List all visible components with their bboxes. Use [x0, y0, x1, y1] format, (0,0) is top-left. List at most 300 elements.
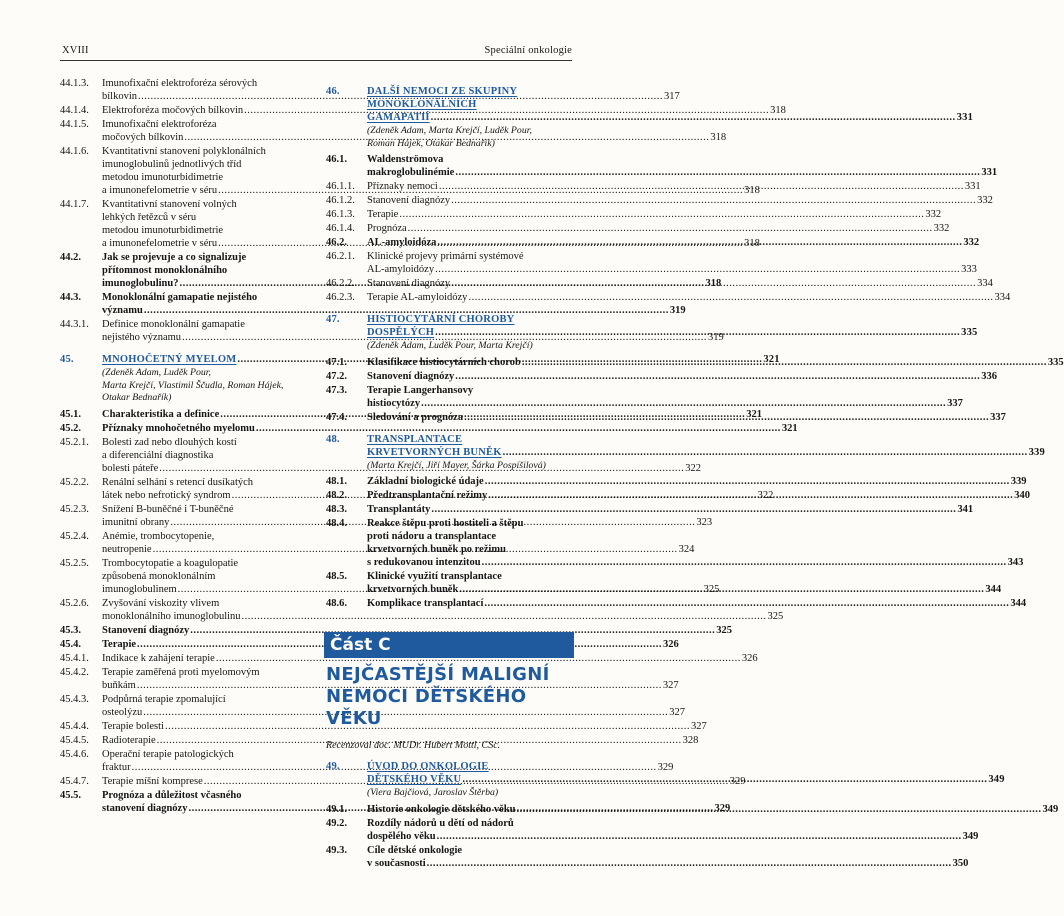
- toc-entry-number: 49.3.: [326, 844, 347, 856]
- toc-entry-last-line: [102, 610, 784, 623]
- header-rule: [60, 60, 572, 61]
- toc-entry: [326, 291, 1011, 304]
- toc-entry: [326, 503, 974, 516]
- toc-page-number: 340: [1014, 490, 1030, 501]
- part-title-line: NEMOCI DĚTSKÉHO VĚKU: [326, 686, 527, 729]
- running-header-title: Speciální onkologie: [484, 45, 572, 56]
- toc-entry-title-line: v současnosti: [367, 857, 426, 869]
- toc-entry-number: 45.2.6.: [60, 597, 89, 609]
- toc-entry-title-line: Zvyšování viskozity vlivem: [102, 597, 220, 609]
- toc-chapter-authors-line: (Zdeněk Adam, Marta Krejčí, Luděk Pour,: [367, 125, 532, 136]
- toc-entry-title-line: Příznaky mnohočetného myelomu: [102, 422, 255, 434]
- toc-entry-last-line: [367, 857, 969, 870]
- toc-entry-title-line: Základní biologické údaje: [367, 476, 484, 487]
- toc-entry-title-line: AL-amyloidóza: [367, 237, 437, 248]
- toc-entry-title-line: MONOKLONÁLNÍCH: [367, 99, 477, 110]
- toc-entry-title: [367, 597, 1027, 610]
- toc-chapter-authors: [326, 787, 572, 800]
- toc-leader-dots: [455, 166, 980, 179]
- toc-entry-title: [367, 291, 1011, 304]
- toc-leader-dots: [427, 857, 952, 870]
- toc-entry-number: 46.1.4.: [326, 223, 355, 234]
- toc-entry-number: 46.2.1.: [326, 251, 355, 262]
- toc-leader-dots: [408, 222, 933, 235]
- toc-entry-title-line: Reakce štěpu proti hostiteli a štěpu: [367, 518, 524, 529]
- toc-entry-last-line: [367, 446, 1045, 459]
- toc-page-number: 335: [961, 327, 978, 338]
- toc-entry-title-line: a diferenciální diagnostika: [102, 449, 214, 461]
- toc-entry-title-line: Příznaky nemoci: [367, 181, 438, 192]
- toc-entry-title-line: Historie onkologie dětského věku: [367, 803, 516, 815]
- toc-entry-title-line: Renální selhání s retencí dusíkatých: [102, 476, 254, 488]
- toc-entry-title-line: imunitní obrany: [102, 516, 170, 528]
- toc-page-number: 332: [977, 195, 993, 206]
- toc-entry-title-line: a imunonefelometrie v séru: [102, 238, 218, 249]
- toc-entry-title-line: fraktur: [102, 761, 131, 773]
- toc-page-number: 326: [663, 638, 679, 650]
- toc-page-number: 322: [685, 462, 702, 474]
- toc-entry-number: 45.4.2.: [60, 666, 89, 678]
- toc-page-number: 339: [1010, 476, 1027, 487]
- toc-entry-title-line: Trombocytopatie a koagulopatie: [102, 557, 239, 569]
- toc-leader-dots: [485, 475, 1010, 488]
- toc-entry-title-line: DOSPĚLÝCH: [367, 327, 435, 338]
- toc-page-number: 329: [729, 775, 746, 787]
- toc-entry-title-line: Imunofixační elektroforéza sérových: [102, 78, 258, 89]
- toc-entry-title-line: Bolesti zad nebo dlouhých kostí: [102, 436, 237, 448]
- toc-entry-title-line: bílkovin: [102, 91, 138, 102]
- toc-page-number: 325: [703, 583, 720, 595]
- toc-page-number: 332: [963, 237, 980, 248]
- toc-chapter-authors-line: (Zdeněk Adam, Luděk Pour,: [102, 367, 211, 378]
- toc-entry-title-line: MNOHOČETNÝ MYELOM: [102, 354, 237, 365]
- toc-leader-dots: [399, 208, 924, 221]
- toc-entry-title-line: Podpůrná terapie zpomalující: [102, 693, 226, 705]
- toc-entry-title: [367, 153, 998, 179]
- toc-entry-last-line: [102, 624, 732, 637]
- toc-entry-number: 45.4.6.: [60, 748, 89, 760]
- toc-entry-number: 48.5.: [326, 571, 347, 582]
- toc-entry-number: 46.: [326, 86, 340, 97]
- toc-entry-number: 45.2.1.: [60, 436, 89, 448]
- toc-leader-dots: [437, 830, 962, 843]
- toc-entry-title-line: Terapie Langerhansovy: [367, 384, 474, 396]
- toc-page-number: 335: [1047, 356, 1064, 368]
- toc-leader-dots: [462, 773, 987, 786]
- toc-page-number: 321: [746, 408, 762, 420]
- toc-entry-number: 44.1.5.: [60, 119, 89, 130]
- toc-entry-title-line: Terapie bolesti: [102, 720, 164, 732]
- toc-page-number: 318: [744, 238, 760, 249]
- toc-page-number: 336: [981, 370, 997, 382]
- toc-entry-number: 45.1.: [60, 408, 81, 420]
- toc-page-number: 329: [657, 761, 674, 773]
- toc-entry: [326, 370, 997, 383]
- toc-entry-number: 45.5.: [60, 789, 81, 801]
- toc-page-number: 327: [690, 720, 707, 732]
- toc-chapter-authors: [326, 340, 572, 353]
- toc-chapter-authors-line: Otakar Bednařík): [102, 392, 172, 403]
- toc-page-number: 323: [696, 516, 713, 528]
- toc-page-number: 332: [933, 223, 950, 234]
- toc-entry-title-line: Komplikace transplantací: [367, 598, 484, 609]
- toc-entry-title-line: Snížení B-buněčné i T-buněčné: [102, 503, 234, 515]
- toc-entry-number: 46.2.: [326, 237, 347, 248]
- toc-entry-title-line: lehkých řetězců v séru: [102, 212, 197, 223]
- toc-entry-last-line: [102, 720, 707, 733]
- toc-leader-dots: [435, 263, 960, 276]
- toc-entry-number: 48.3.: [326, 504, 347, 515]
- toc-entry-number: 44.3.: [60, 292, 81, 303]
- toc-entry-title-line: Imunofixační elektroforéza: [102, 119, 217, 130]
- toc-leader-dots: [459, 583, 984, 596]
- toc-entry-number: 44.1.4.: [60, 105, 89, 116]
- toc-entry-number: 45.4.3.: [60, 693, 89, 705]
- toc-entry-title: [367, 475, 1027, 488]
- toc-entry-number: 46.2.3.: [326, 292, 355, 303]
- toc-entry-title-line: neutropenie: [102, 543, 152, 555]
- toc-entry-last-line: [367, 370, 997, 383]
- toc-entry-number: 48.4.: [326, 518, 347, 529]
- toc-leader-dots: [482, 556, 1007, 569]
- toc-page-number: 331: [956, 112, 974, 123]
- toc-entry-title-line: Kvantitativní stanovení polyklonálních: [102, 146, 266, 157]
- toc-entry-last-line: [102, 652, 758, 665]
- toc-entry-last-line: [367, 475, 1027, 488]
- toc-entry: [326, 384, 963, 410]
- toc-entry-number: 47.2.: [326, 370, 347, 382]
- toc-entry-title-line: metodou imunoturbidimetrie: [102, 172, 224, 183]
- toc-entry: [326, 817, 979, 843]
- toc-entry-title: [102, 422, 798, 435]
- toc-entry-title: [367, 370, 997, 383]
- toc-entry-title-line: s redukovanou intenzitou: [367, 557, 481, 568]
- toc-entry-title-line: krvetvorných buněk: [367, 584, 459, 595]
- toc-page-number: 322: [757, 489, 774, 501]
- toc-entry-title-line: Prognóza: [367, 223, 407, 234]
- toc-entry-title-line: Indikace k zahájení terapie: [102, 652, 215, 664]
- toc-entry-title-line: Elektroforéza močových bílkovin: [102, 105, 244, 116]
- toc-entry-title-line: Monoklonální gamapatie nejistého: [102, 292, 258, 303]
- toc-entry-number: 48.: [326, 433, 340, 445]
- toc-page-number: 327: [662, 679, 679, 691]
- toc-entry-number: 49.2.: [326, 817, 347, 829]
- toc-entry-title-line: Waldenströmova: [367, 154, 444, 165]
- toc-entry-number: 45.2.2.: [60, 476, 89, 488]
- toc-entry-title-line: proti nádoru a transplantace: [367, 531, 497, 542]
- toc-entry-title: [367, 844, 969, 870]
- toc-leader-dots: [439, 180, 964, 193]
- toc-entry: [60, 652, 758, 665]
- toc-entry-title-line: dospělého věku: [367, 830, 436, 842]
- toc-page-number: 334: [977, 278, 993, 289]
- toc-entry-number: 45.4.7.: [60, 775, 89, 787]
- toc-entry-title-line: osteolýzu: [102, 706, 143, 718]
- toc-page-number: 344: [985, 584, 1002, 595]
- toc-entry-number: 48.2.: [326, 490, 347, 501]
- toc-entry-title-line: Transplantáty: [367, 504, 431, 515]
- toc-entry-title: [367, 433, 1045, 459]
- toc-leader-dots: [431, 111, 956, 124]
- toc-entry-title-line: makroglobulinémie: [367, 167, 455, 178]
- toc-entry-number: 45.4.4.: [60, 720, 89, 732]
- toc-page-number: 318: [705, 278, 722, 289]
- toc-entry-title: [367, 384, 963, 410]
- toc-entry-number: 46.1.3.: [326, 209, 355, 220]
- toc-entry-title-line: Stanovení diagnózy: [367, 278, 451, 289]
- toc-chapter-authors-line: (Zdeněk Adam, Luděk Pour, Marta Krejčí): [367, 340, 533, 351]
- toc-page-number: 344: [1010, 598, 1027, 609]
- toc-entry-number: 46.1.: [326, 154, 347, 165]
- toc-entry-last-line: [367, 222, 950, 235]
- toc-page-number: 325: [767, 610, 784, 622]
- toc-entry-number: 45.2.3.: [60, 503, 89, 515]
- toc-page-number: 349: [988, 774, 1005, 785]
- toc-entry-number: 45.2.: [60, 422, 81, 434]
- toc-entry-title-line: stanovení diagnózy: [102, 802, 188, 814]
- toc-entry-number: 45.2.5.: [60, 557, 89, 569]
- toc-entry-title-line: Charakteristika a definice: [102, 408, 220, 420]
- toc-chapter-authors: [326, 125, 572, 150]
- toc-leader-dots: [488, 489, 1013, 502]
- toc-entry-title: [367, 503, 974, 516]
- toc-chapter-authors-line: Roman Hájek, Otakar Bednařík): [367, 137, 495, 149]
- toc-entry-number: 46.1.2.: [326, 195, 355, 206]
- toc-entry-title-line: Stanovení diagnózy: [367, 195, 451, 206]
- toc-page-number: 341: [957, 504, 974, 515]
- toc-entry-last-line: [367, 503, 974, 516]
- toc-leader-dots: [484, 597, 1009, 610]
- toc-entry-title-line: AL-amyloidózy: [367, 264, 435, 275]
- toc-entry-number: 45.3.: [60, 624, 81, 636]
- toc-page-number: 326: [741, 652, 758, 664]
- toc-entry: [326, 194, 993, 207]
- toc-entry-title-line: Klinické projevy primární systémové: [367, 251, 524, 262]
- toc-entry-title-line: HISTIOCYTÁRNÍ CHOROBY: [367, 314, 515, 325]
- toc-page-number: 318: [710, 132, 727, 143]
- toc-entry-last-line: [102, 679, 679, 692]
- part-title: [326, 664, 572, 730]
- toc-page-number: 318: [744, 185, 760, 196]
- toc-entry-number: 47.: [326, 314, 340, 325]
- toc-entry-title-line: významu: [102, 305, 143, 316]
- toc-entry-title-line: Jak se projevuje a co signalizuje: [102, 252, 247, 263]
- toc-entry-number: 47.1.: [326, 356, 347, 368]
- toc-chapter-authors-line: Marta Krejčí, Vlastimil Ščudla, Roman Hájek,: [102, 379, 284, 391]
- toc-entry-number: 45.: [60, 354, 74, 365]
- toc-entry-number: 45.4.1.: [60, 652, 89, 664]
- toc-page-number: 321: [763, 354, 780, 365]
- toc-leader-dots: [437, 236, 962, 249]
- toc-entry-number: 46.2.2.: [326, 278, 355, 289]
- toc-chapter-authors: [326, 460, 572, 473]
- toc-entry: [326, 475, 1027, 488]
- toc-entry-title-line: Terapie míšní komprese: [102, 775, 203, 787]
- part-reviewer: Recenzoval doc. MUDr. Hubert Mottl, CSc.: [326, 740, 501, 751]
- toc-entry-title-line: Operační terapie patologických: [102, 748, 234, 760]
- toc-leader-dots: [503, 446, 1028, 459]
- toc-entry-title: [367, 250, 977, 276]
- toc-entry: [326, 250, 977, 276]
- toc-page-number: 349: [1042, 803, 1059, 815]
- toc-entry-title-line: DĚTSKÉHO VĚKU: [367, 774, 462, 785]
- toc-entry: [326, 222, 950, 235]
- toc-entry-title-line: monoklonálního imunoglobulinu: [102, 610, 241, 622]
- toc-entry-number: 44.2.: [60, 252, 81, 263]
- toc-leader-dots: [421, 397, 946, 410]
- toc-entry-last-line: [367, 208, 942, 221]
- toc-entry-title-line: Kvantitativní stanovení volných: [102, 199, 237, 210]
- toc-page-number: 343: [1007, 557, 1024, 568]
- toc-entry-title-line: Terapie: [102, 638, 137, 650]
- toc-entry-title-line: metodou imunoturbidimetrie: [102, 225, 224, 236]
- toc-page-number: 350: [952, 857, 969, 869]
- toc-entry-number: 45.2.4.: [60, 530, 89, 542]
- toc-entry-last-line: [367, 597, 1027, 610]
- toc-leader-dots: [516, 803, 1041, 816]
- toc-page-number: 324: [678, 543, 695, 555]
- toc-entry: [326, 844, 969, 870]
- toc-entry-last-line: [367, 291, 1011, 304]
- toc-entry: [326, 597, 1027, 610]
- toc-entry-title: [367, 222, 950, 235]
- part-title-line: NEJČASTĚJŠÍ MALIGNÍ: [326, 664, 550, 685]
- toc-entry-last-line: [367, 166, 998, 179]
- running-header-page-number: XVIII: [62, 45, 89, 56]
- toc-page-number: 317: [664, 91, 680, 102]
- toc-leader-dots: [451, 194, 976, 207]
- toc-page-number: 328: [682, 734, 699, 746]
- toc-leader-dots: [431, 503, 956, 516]
- toc-entry-title-line: přítomnost monoklonálního: [102, 265, 228, 276]
- toc-entry: [326, 208, 942, 221]
- toc-leader-dots: [455, 370, 980, 383]
- toc-page-number: 329: [714, 802, 731, 814]
- toc-page-number: 321: [781, 422, 798, 434]
- toc-entry-number: 49.: [326, 761, 340, 772]
- toc-entry-last-line: [102, 422, 798, 435]
- toc-leader-dots: [468, 291, 993, 304]
- toc-page-number: 333: [961, 264, 977, 275]
- toc-entry-title-line: GAMAPATIÍ: [367, 112, 430, 123]
- toc-entry-number: 49.1.: [326, 803, 347, 815]
- toc-entry-title: [102, 624, 732, 637]
- toc-entry-title-line: Cíle dětské onkologie: [367, 844, 463, 856]
- toc-page-number: 319: [708, 332, 724, 343]
- toc-entry-last-line: [367, 397, 963, 410]
- toc-page-number: 332: [925, 209, 942, 220]
- toc-entry-title: [102, 720, 707, 733]
- toc-page-number: 334: [994, 292, 1011, 303]
- toc-entry-title-line: imunoglobulinem: [102, 583, 177, 595]
- toc-entry-title-line: DALŠÍ NEMOCI ZE SKUPINY: [367, 86, 518, 97]
- toc-entry-number: 44.1.3.: [60, 78, 89, 89]
- toc-page-number: 327: [669, 706, 685, 718]
- toc-entry-title-line: KRVETVORNÝCH BUNĚK: [367, 446, 502, 458]
- toc-entry-title-line: Prognóza a důležitost včasného: [102, 789, 242, 801]
- toc-entry-title-line: nejistého významu: [102, 332, 182, 343]
- toc-entry-number: 45.4.: [60, 638, 81, 650]
- toc-entry-title-line: Terapie zaměřená proti myelomovým: [102, 666, 260, 678]
- toc-entry-title: [367, 817, 979, 843]
- toc-page-number: 318: [770, 105, 786, 116]
- toc-entry-title-line: Klinické využití transplantace: [367, 571, 502, 582]
- toc-entry-title-line: močových bílkovin: [102, 132, 184, 143]
- toc-entry-title-line: ÚVOD DO ONKOLOGIE: [367, 761, 489, 772]
- toc-page-number: 339: [1028, 446, 1045, 458]
- toc-entry-title-line: buňkám: [102, 679, 136, 691]
- toc-entry-title-line: Stanovení diagnózy: [367, 370, 455, 382]
- toc-entry-title-line: imunoglobulinů jednotlivých tříd: [102, 159, 242, 170]
- toc-chapter-authors-line: (Marta Krejčí, Jiří Mayer, Šárka Pospíšilová): [367, 459, 546, 471]
- toc-entry-title-line: Definice monoklonální gamapatie: [102, 319, 245, 330]
- toc-leader-dots: [451, 277, 976, 290]
- toc-entry-title-line: a imunonefelometrie v séru: [102, 185, 218, 196]
- toc-entry-title-line: TRANSPLANTACE: [367, 433, 463, 445]
- toc-page-number: 331: [981, 167, 998, 178]
- toc-page-number: 325: [716, 624, 732, 636]
- toc-entry-title-line: Terapie AL-amyloidózy: [367, 292, 468, 303]
- toc-entry-number: 47.3.: [326, 384, 347, 396]
- toc-entry-last-line: [102, 706, 685, 719]
- toc-entry-last-line: [367, 556, 1024, 569]
- toc-entry: [60, 624, 732, 637]
- toc-entry-title-line: Sledování a prognóza: [367, 411, 464, 423]
- toc-entry-number: 48.1.: [326, 476, 347, 487]
- toc-entry-number: 44.1.7.: [60, 199, 89, 210]
- toc-entry: [60, 720, 707, 733]
- toc-page-number: 337: [947, 397, 963, 409]
- toc-chapter-entry: [326, 433, 1045, 459]
- toc-entry-title-line: látek nebo nefrotický syndrom: [102, 489, 231, 501]
- part-label-bar: Část C: [324, 632, 574, 658]
- toc-entry-title-line: Předtransplantační režimy: [367, 490, 488, 501]
- toc-entry: [326, 153, 998, 179]
- toc-entry-title-line: Rozdíly nádorů u dětí od nádorů: [367, 817, 514, 829]
- toc-entry-number: 48.6.: [326, 598, 347, 609]
- toc-entry-title-line: histiocytózy: [367, 397, 421, 409]
- toc-entry-title-line: Klasifikace histiocytárních chorob: [367, 356, 521, 368]
- toc-entry-last-line: [367, 194, 993, 207]
- toc-entry-title: [102, 652, 758, 665]
- toc-page-number: 319: [669, 305, 686, 316]
- toc-entry-title-line: imunoglobulinu?: [102, 278, 179, 289]
- toc-entry-number: 44.3.1.: [60, 319, 89, 330]
- toc-chapter-authors: [60, 367, 310, 405]
- toc-entry-title-line: Stanovení diagnózy: [102, 624, 190, 636]
- toc-page-number: 337: [990, 411, 1006, 423]
- toc-chapter-authors-line: (Viera Bajčiová, Jaroslav Štěrba): [367, 787, 499, 798]
- toc-entry-number: 45.4.5.: [60, 734, 89, 746]
- toc-entry-title-line: Radioterapie: [102, 734, 156, 746]
- toc-entry-title-line: Terapie: [367, 209, 399, 220]
- toc-entry: [60, 422, 798, 435]
- toc-entry-number: 47.4.: [326, 411, 347, 423]
- toc-entry-title: [367, 194, 993, 207]
- toc-page-number: 349: [962, 830, 979, 842]
- toc-entry-last-line: [102, 304, 686, 317]
- toc-entry-number: 46.1.1.: [326, 181, 355, 192]
- toc-entry-number: 44.1.6.: [60, 146, 89, 157]
- toc-entry-title-line: Anémie, trombocytopenie,: [102, 530, 215, 542]
- toc-entry-title: [367, 208, 942, 221]
- toc-leader-dots: [464, 411, 989, 424]
- toc-entry-title-line: způsobená monoklonálním: [102, 570, 216, 582]
- toc-entry-last-line: [367, 111, 974, 124]
- toc-entry-title-line: krvetvorných buněk po režimu: [367, 544, 506, 555]
- toc-entry-last-line: [367, 830, 979, 843]
- toc-entry-last-line: [367, 263, 977, 276]
